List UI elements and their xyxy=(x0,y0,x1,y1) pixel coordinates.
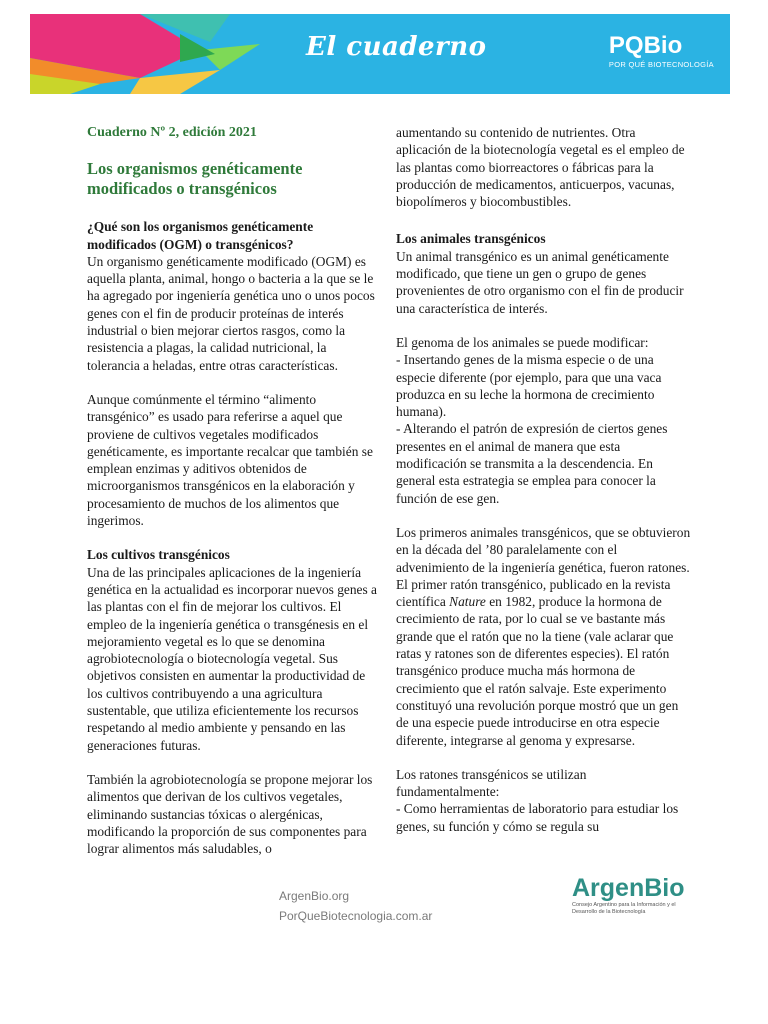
argenbio-logo-text: ArgenBio xyxy=(572,874,685,902)
edition-label: Cuaderno Nº 2, edición 2021 xyxy=(87,125,257,140)
page-title: Los organismos genéticamente modificados o transgénicos xyxy=(87,159,303,199)
header-banner xyxy=(30,14,730,94)
footer-links xyxy=(279,886,432,926)
text-segment: en 1982, produce la hormona de crecimiento de rata, por lo cual se ve bastante más grande que el ratón que no la tiene (vale aclarar que ratas y ratones son de diferentes especies). El ratón transgénico produce mucha más hormona de crecimiento que el ratón salvaje. Este experimento constituyó una revolución porque mostró que un gen de una especie puede introducirse en otra especie diferente, integrarse al genoma y expresarse. xyxy=(396,594,679,748)
paragraph-animals-definition: Un animal transgénico es un animal genéticamente modificado, que tiene un gen o grupo de genes provenientes de otro organismo con el fin de producir una característica de interés. xyxy=(396,248,684,316)
section-heading-animals: Los animales transgénicos xyxy=(396,231,546,247)
section-heading-crops: Los cultivos transgénicos xyxy=(87,547,230,563)
right-column xyxy=(396,124,692,835)
left-column xyxy=(87,124,379,857)
argenbio-tagline: Consejo Argentino para la Información y el Desarrollo de la Biotecnología xyxy=(572,902,676,915)
journal-name: Nature xyxy=(449,594,486,610)
paragraph-first-transgenic-animals xyxy=(396,524,692,749)
paragraph-ogm-definition: Un organismo genéticamente modificado (OGM) es aquella planta, animal, hongo o bacteria a la que se le ha agregado por ingeniería genética uno o unos pocos genes con el fin de producir proteínas de interés industrial o bien mejorar ciertos rasgos, como la resistencia a plagas, la calidad nutricional, la tolerancia a heladas, entre otras características. xyxy=(87,253,375,373)
link-porquebiotecnologia[interactable]: PorQueBiotecnologia.com.ar xyxy=(279,909,433,923)
paragraph-transgenic-food: Aunque comúnmente el término “alimento transgénico” es usado para referirse a aquel que proviene de cultivos vegetales modificados genéticamente, es importante recalcar que también se emplean enzimas y aditivos obtenidos de microorganismos transgénicos en la elaboración y procesamiento de muchos de los alimentos que ingerimos. xyxy=(87,391,373,529)
paragraph-mice-uses-intro: Los ratones transgénicos se utilizan fundamentalmente: xyxy=(396,766,587,800)
banner-title: El cuaderno xyxy=(306,32,487,62)
paragraph-crops-continued: aumentando su contenido de nutrientes. Otra aplicación de la biotecnología vegetal es el empleo de las plantas como biorreactores o fábricas para la producción de medicamentos, anticuerpos, vacunas, biopolímeros y biocombustibles. xyxy=(396,125,685,210)
link-argenbio[interactable]: ArgenBio.org xyxy=(279,889,350,903)
list-item-inserting-genes: - Insertando genes de la misma especie o de una especie diferente (por ejemplo, para que una vaca produzca en su leche la hormona de crecimiento humana). xyxy=(396,352,662,420)
decorative-shapes xyxy=(30,14,270,94)
pqbio-tagline: POR QUÉ BIOTECNOLOGÍA xyxy=(608,60,714,69)
pqbio-logo-text: PQBio xyxy=(608,32,683,59)
text-segment: Los primeros animales transgénicos, que se obtuvieron en la década del ’80 paralelamente con el advenimiento de la ingeniería genética, fueron ratones. El primer ratón transgénico, publicado en la revista científica xyxy=(396,524,691,610)
list-item-lab-tools: - Como herramientas de laboratorio para estudiar los genes, su función y cómo se regula su xyxy=(396,801,679,834)
section-heading-ogm: ¿Qué son los organismos genéticamente modificados (OGM) o transgénicos? xyxy=(87,219,314,252)
argenbio-logo xyxy=(572,874,702,916)
pqbio-logo xyxy=(609,34,714,69)
paragraph-genome-intro: El genoma de los animales se puede modificar: xyxy=(396,334,649,350)
paragraph-crops-1: Una de las principales aplicaciones de la ingeniería genética en la actualidad es incorporar nuevos genes a las plantas con el fin de mejorar los cultivos. El empleo de la ingeniería genética o transgénesis en el mejoramiento vegetal es lo que se denomina agrobiotecnología o biotecnología vegetal. Sus objetivos consisten en aumentar la productividad de los cultivos contribuyendo a una agricultura sustentable, que utiliza eficientemente los recursos respetando al medio ambiente y pensando en las generaciones futuras. xyxy=(87,564,377,753)
paragraph-crops-2: También la agrobiotecnología se propone mejorar los alimentos que derivan de los cultivos vegetales, eliminando sustancias tóxicas o alergénicas, modificando la proporción de sus componentes para lograr alimentos más saludables, o xyxy=(87,771,373,857)
list-item-altering-expression: - Alterando el patrón de expresión de ciertos genes presentes en el animal de manera que esta modificación se transmita a la descendencia. En general esta estrategia se emplea para conocer la función de ese gen. xyxy=(396,421,668,506)
